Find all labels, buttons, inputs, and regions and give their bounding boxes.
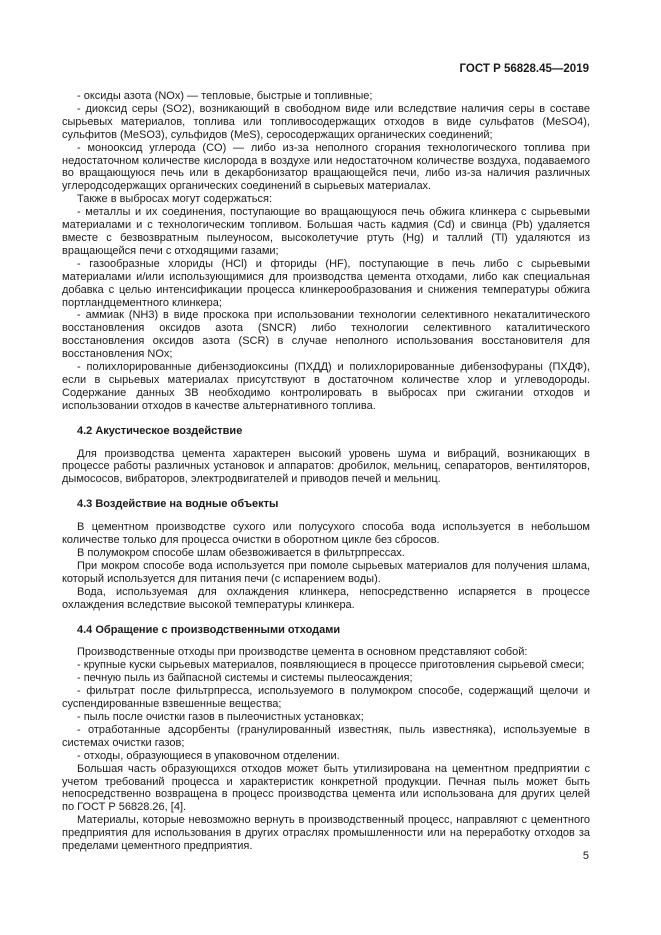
paragraph: Также в выбросах могут содержаться: xyxy=(77,193,273,206)
paragraph: В цементном производстве сухого или полусухого способа вода используется в небольшом количестве только для процесса очистки в оборотном цикле без сбросов. xyxy=(62,521,590,547)
paragraph: Производственные отходы при производстве цемента в основном представляют собой: xyxy=(77,646,528,659)
paragraph: - газообразные хлориды (HCl) и фториды (HF), поступающие в печь либо с сырьевыми материалами и/или использующимися для производства цемента отходами, либо как специальная добавка с целью интенсификации процесса клинкерообразования и снижения температуры обжига портландцементного клинкера; xyxy=(62,257,590,309)
list-item: - отработанные адсорбенты (гранулированный известняк, пыль известняка), используемые в системах очистки газов; xyxy=(62,723,590,749)
list-item: - фильтрат после фильтрпресса, используемого в полумокром способе, содержащий щелочи и суспендированные взвешенные вещества; xyxy=(62,685,590,711)
list-item: - пыль после очистки газов в пылеочистных установках; xyxy=(77,710,364,723)
paragraph: Для производства цемента характерен высокий уровень шума и вибраций, возникающих в процессе работы различных установок и аппаратов: дробилок, мельниц, сепараторов, вентиляторов, дымососов, вибраторов, электродвигателей и приводов печей и мельниц. xyxy=(62,447,590,486)
paragraph: - аммиак (NH3) в виде проскока при использовании технологии селективного некаталитического восстановления оксидов азота (SNCR) либо технологии селективного каталитического восстановления оксидов азота (SCR) в случае неполного использования восстановителя для восстановления NOx; xyxy=(62,309,590,361)
paragraph: - монооксид углерода (CO) — либо из-за неполного сгорания технологического топлива при недостаточном количестве кислорода в воздухе или недостаточном количестве воздуха, подаваемого во вращающуюся печь или в декарбонизатор вращающейся печи, либо из-за наличия различных углеродсодержащих органических соединений в сырьевых материалах. xyxy=(62,141,590,193)
paragraph: - диоксид серы (SO2), возникающий в свободном виде или вследствие наличия серы в составе сырьевых материалов, топлива или топливосодержащих отходов в виде сульфатов (MeSO4), сульфитов (MeSO3), сульфидов (MeS), серосодержащих органических соединений; xyxy=(62,102,590,141)
paragraph: Вода, используемая для охлаждения клинкера, непосредственно испаряется в процессе охлаждения вследствие высокой температуры клинкера. xyxy=(62,585,590,611)
list-item: - печную пыль из байпасной системы и системы пылеосаждения; xyxy=(77,672,413,685)
paragraph: Большая часть образующихся отходов может быть утилизирована на цементном предприятии с учетом требований процесса и характеристик конкретной продукции. Печная пыль может быть непосредственно возвращена в процесс производства цемента или использована для других целей по ГОСТ Р 56828.26, [4]. xyxy=(62,762,590,814)
list-item: - отходы, образующиеся в упаковочном отделении. xyxy=(77,749,340,762)
document-body xyxy=(62,90,590,853)
paragraph: При мокром способе вода используется при помоле сырьевых материалов для получения шлама, который используется для питания печи (с испарением воды). xyxy=(62,559,590,585)
paragraph: В полумокром способе шлам обезвоживается в фильтрпрессах. xyxy=(77,547,405,559)
paragraph: - металлы и их соединения, поступающие во вращающуюся печь обжига клинкера с сырьевыми материалами и с технологическим топливом. Большая часть кадмия (Cd) и свинца (Pb) удаляется вместе с безвозвратным пылеуносом, высоколетучие ртуть (Hg) и таллий (Tl) удаляются из вращающейся печи с отходящими газами; xyxy=(62,206,590,257)
paragraph: - оксиды азота (NOx) — тепловые, быстрые и топливные; xyxy=(77,90,373,102)
paragraph: Материалы, которые невозможно вернуть в производственный процесс, направляют с цементного предприятия для использования в других отраслях промышленности или на переработку отходов за пределами цементного предприятия. xyxy=(62,814,590,853)
section-heading: 4.4 Обращение с производственными отходами xyxy=(77,623,341,636)
section-heading: 4.3 Воздействие на водные объекты xyxy=(77,498,279,511)
document-header: ГОСТ Р 56828.45—2019 xyxy=(459,63,589,75)
section-heading: 4.2 Акустическое воздействие xyxy=(77,424,243,437)
paragraph: - полихлорированные дибензодиоксины (ПХДД) и полихлорированные дибензофураны (ПХДФ), если в сырьевых материалах присутствуют в достаточном количестве хлор и углеводороды. Содержание данных ЗВ необходимо контролировать в выбросах при сжигании отходов и использовании отходов в качестве альтернативного топлива. xyxy=(62,361,590,412)
list-item: - крупные куски сырьевых материалов, появляющиеся в процессе приготовления сырьевой смеси; xyxy=(77,659,585,672)
page-number: 5 xyxy=(582,850,589,862)
